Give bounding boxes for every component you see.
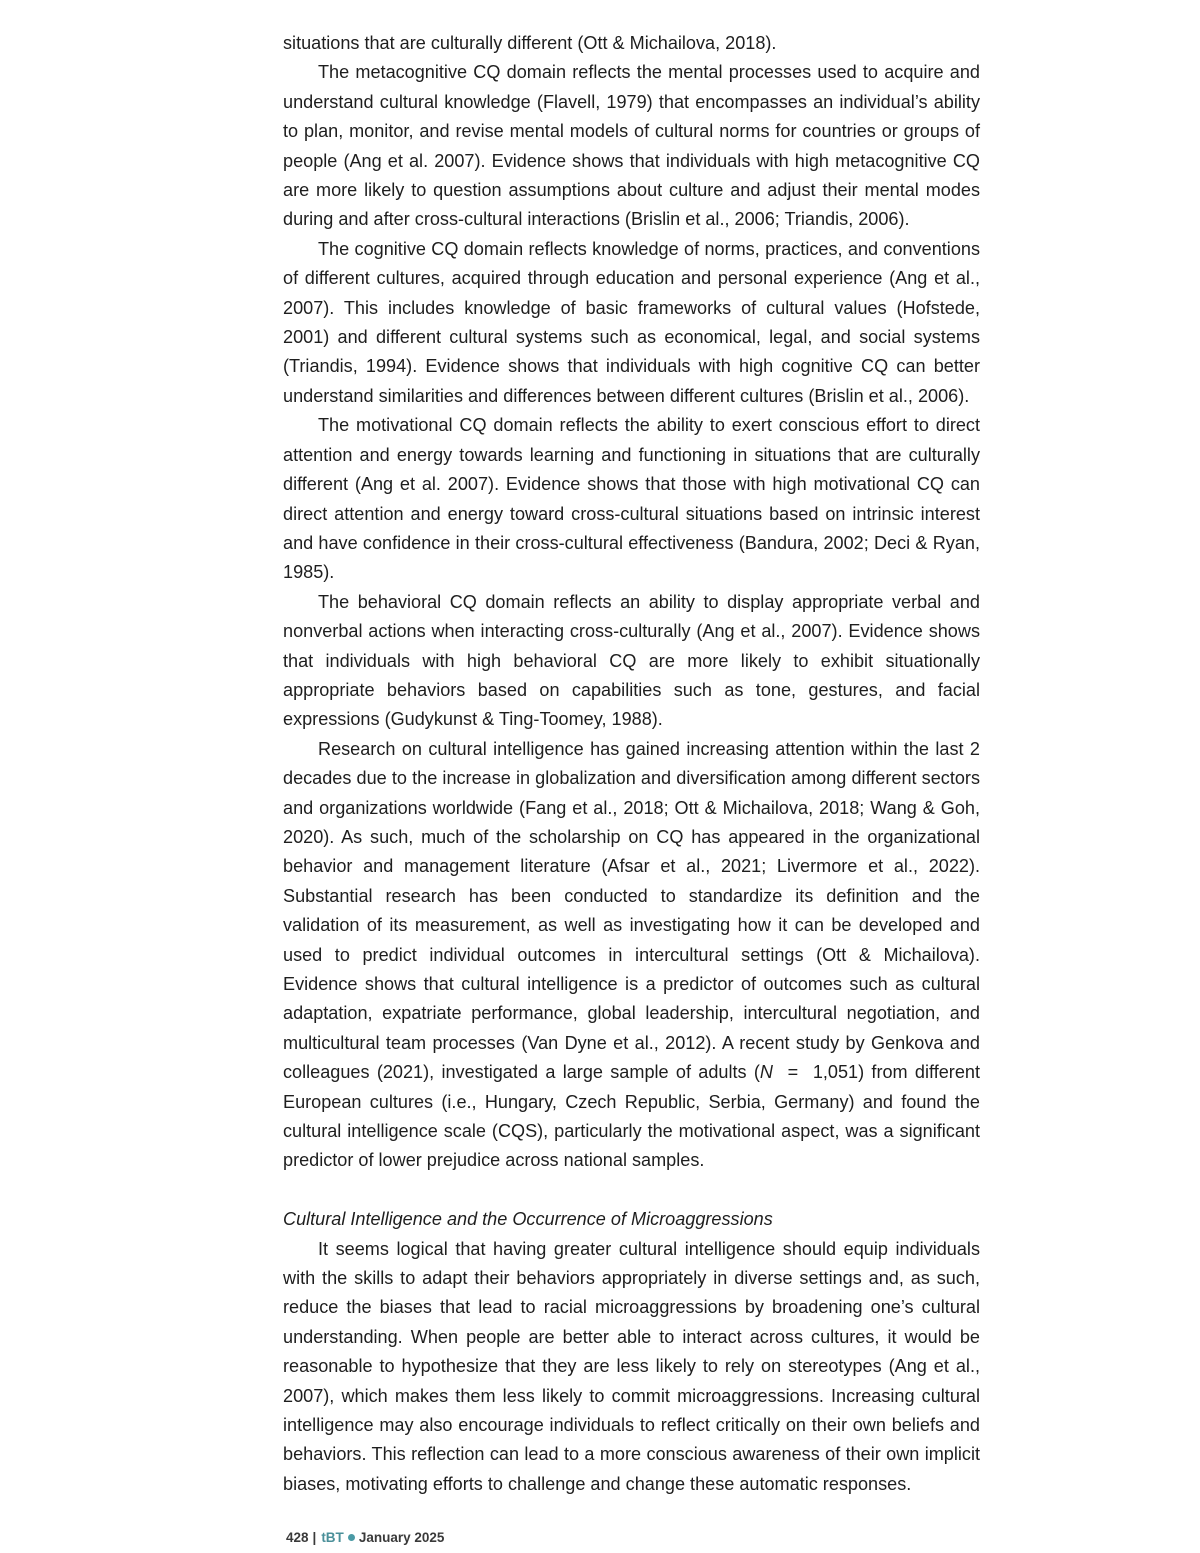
- paragraph-metacognitive-cq: The metacognitive CQ domain reflects the mental processes used to acquire and understand cultural knowledge (Flavell, 1979) that encompasses an individual’s ability to plan, monitor, and revise mental models of cultural norms for countries or groups of people (Ang et al. 2007). Evidence shows that individuals with high metacognitive CQ are more likely to question assumptions about culture and adjust their mental modes during and after cross-cultural interactions (Brislin et al., 2006; Triandis, 2006).: [283, 62, 980, 230]
- sample-size-symbol: N: [759, 1062, 773, 1083]
- paragraph-research-text-b: = 1,051) from different European cultures (i.e., Hungary, Czech Republic, Serbia, Germany) and found the cultural intelligence scale (CQS), particularly the motivational aspect, was a significant predictor of lower prejudice across national samples.: [283, 1062, 986, 1171]
- paragraph-cognitive-cq: The cognitive CQ domain reflects knowledge of norms, practices, and conventions of different cultures, acquired through education and personal experience (Ang et al., 2007). This includes knowledge of basic frameworks of cultural values (Hofstede, 2001) and different cultural systems such as economical, legal, and social systems (Triandis, 1994). Evidence shows that individuals with high cognitive CQ can better understand similarities and differences between different cultures (Brislin et al., 2006).: [283, 238, 980, 406]
- bullet-dot-icon: [348, 1534, 355, 1541]
- page-number: 428: [286, 1530, 309, 1545]
- footer-separator: |: [312, 1530, 317, 1545]
- paragraph-research-cq: [283, 735, 986, 1176]
- paragraph-research-text-a: Research on cultural intelligence has gained increasing attention within the last 2 decades due to the increase in globalization and diversification among different sectors and organizations worldwide (Fang et al., 2018; Ott & Michailova, 2018; Wang & Goh, 2020). As such, much of the scholarship on CQ has appeared in the organizational behavior and management literature (Afsar et al., 2021; Livermore et al., 2022). Substantial research has been conducted to standardize its definition and the validation of its measurement, as well as investigating how it can be developed and used to predict individual outcomes in intercultural settings (Ott & Michailova). Evidence shows that cultural intelligence is a predictor of outcomes such as cultural adaptation, expatriate performance, global leadership, intercultural negotiation, and multicultural team processes (Van Dyne et al., 2012). A recent study by Genkova and colleagues (2021), investigated a large sample of adults (: [283, 738, 980, 1083]
- article-body: [283, 29, 986, 1499]
- paragraph-cq-microaggressions: It seems logical that having greater cultural intelligence should equip individuals with the skills to adapt their behaviors appropriately in diverse settings and, as such, reduce the biases that lead to racial microaggressions by broadening one’s cultural understanding. When people are better able to interact across cultures, it would be reasonable to hypothesize that they are less likely to rely on stereotypes (Ang et al., 2007), which makes them less likely to commit microaggressions. Increasing cultural intelligence may also encourage individuals to reflect critically on their own beliefs and behaviors. This reflection can lead to a more conscious awareness of their own implicit biases, motivating efforts to challenge and change these automatic responses.: [283, 1238, 980, 1494]
- journal-name: tBT: [321, 1530, 344, 1545]
- paragraph-behavioral-cq: The behavioral CQ domain reflects an ability to display appropriate verbal and nonverbal actions when interacting cross-culturally (Ang et al., 2007). Evidence shows that individuals with high behavioral CQ are more likely to exhibit situationally appropriate behaviors based on capabilities such as tone, gestures, and facial expressions (Gudykunst & Ting-Toomey, 1988).: [283, 591, 980, 730]
- paragraph-motivational-cq: The motivational CQ domain reflects the ability to exert conscious effort to direct attention and energy towards learning and functioning in situations that are culturally different (Ang et al. 2007). Evidence shows that those with high motivational CQ can direct attention and energy toward cross-cultural situations based on intrinsic interest and have confidence in their cross-cultural effectiveness (Bandura, 2002; Deci & Ryan, 1985).: [283, 415, 980, 583]
- page-footer: [286, 1528, 444, 1548]
- section-heading: Cultural Intelligence and the Occurrence of Microaggressions: [283, 1209, 773, 1230]
- issue-date: January 2025: [358, 1530, 445, 1545]
- paragraph-continuation: situations that are culturally different (Ott & Michailova, 2018).: [283, 33, 777, 53]
